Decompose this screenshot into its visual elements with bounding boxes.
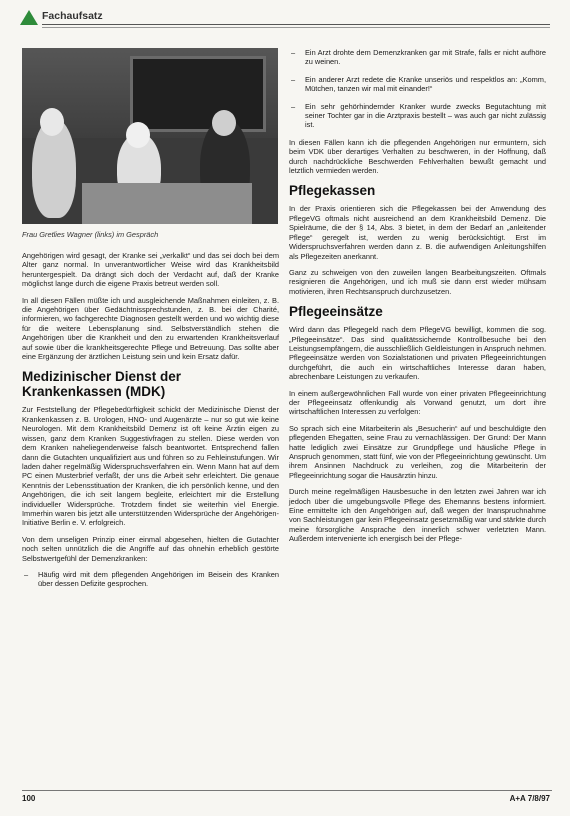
paragraph: In einem außergewöhnlichen Fall wurde von einer privaten Pflegeeinrichtung der Pflegeeinsatz offenkundig als Vorwand genutzt, um dort ihre wirtschaftlichen Interessen zu verfolgen:: [289, 388, 546, 417]
paragraph: Wird dann das Pflegegeld nach dem PflegeVG bewilligt, kommen die sog. „Pflegeeinsätze“. Das sind qualitätssichernde Kontrollbesuche bei den Leistungsempfängern, die ausschließlich Geldleistungen in Anspruch nehmen. Pflegeeinsätze werden von Sozialstationen und privaten Pflegeeinrichtungen durchgeführt, die auch ein wirtschaftliches Interesse daran haben, abrechenbare Leistungen zu verkaufen.: [289, 325, 546, 382]
page-number: 100: [22, 794, 36, 803]
header-rule: [42, 24, 550, 25]
paragraph: Angehörigen wird gesagt, der Kranke sei „verkalkt“ und das sei doch bei dem Alter ganz normal. In unverantwortlicher Weise wird das Krankheitsbild heruntergespielt. Da drängt sich doch der Verdacht auf, daß der Kranke möglichst lange durch die eigene Praxis betreut werden soll.: [22, 251, 279, 289]
magazine-issue: A+A 7/8/97: [509, 794, 550, 803]
section-title: Fachaufsatz: [42, 10, 103, 22]
paragraph: Ganz zu schweigen von den zuweilen langen Bearbeitungszeiten. Oftmals resignieren die Angehörigen, und ich muß sie dann erst wieder mühsam motivieren, ihren Rechtsanspruch durchzusetzen.: [289, 267, 546, 296]
page-header: [20, 8, 550, 32]
paragraph: In all diesen Fällen müßte ich und ausgleichende Maßnahmen einleiten, z. B. die Angehörigen über Gedächtnissprechstunden, z. B. bei der Charité, informieren, wo fachgerechte Diagnosen gestellt werden und wo wichtig diese für die weitere Lebensplanung sind. Selbstverständlich stehen die Angehörigen über die Krankheit und den zu erwartenden Krankheitsverlauf auf sowie über die krankheitsgerechte Pflege und Betreuung. Das sollte aber eine Ergänzung der ärztlichen Leistung sein und kein Ersatz dafür.: [22, 295, 279, 362]
paragraph: In der Praxis orientieren sich die Pflegekassen bei der Anwendung des PflegeVG oftmals nicht ausreichend an dem Krankheitsbild Demenz. Die Spielräume, die der § 14, Abs. 3 bietet, in dem der Bedarf an „anleitender Pflege“ geregelt ist, werden zu wenig berücksichtigt. Erst im Widerspruchsverfahren werden dann z. B. die aufwendigen Anleitungshilfen als Pflegezeiten anerkannt.: [289, 204, 546, 261]
triangle-logo-icon: [20, 10, 38, 25]
heading-pflegekassen: Pflegekassen: [289, 183, 376, 199]
paragraph: In diesen Fällen kann ich die pflegenden Angehörigen nur ermuntern, sich beim VDK über derartiges Verhalten zu beschweren, in der Hoffnung, daß durch nachdrückliche Beschwerden Fehlverhalten bewußt gemacht und letztlich vermieden werden.: [289, 137, 546, 176]
header-rule-secondary: [42, 27, 550, 28]
list-item: – Ein Arzt drohte dem Demenzkranken gar mit Strafe, falls er nicht aufhöre zu weinen.: [289, 48, 546, 67]
paragraph: So sprach sich eine Mitarbeiterin als „Besucherin“ auf und beschuldigte den pflegenden Ehegatten, seine Frau zu vernachlässigen. Der Grund: Der Mann hatte lediglich zwei Einsätze zur Grundpflege und häusliche Pflege in Anspruch genommen, statt fünf, wie von der Pflegeeinrichtung gewünscht. Um ihrem Ansinnen Nachdruck zu verleihen, zog die Mitarbeiterin der Pflegeeinrichtung sogar die Hausärztin hinzu.: [289, 423, 546, 480]
list-item: – Ein anderer Arzt redete die Kranke unseriös und respektlos an: „Komm, Mütchen, tanzen wir mal mit einander!“: [289, 75, 546, 94]
list-item: – Ein sehr gehörhindernder Kranker wurde zwecks Begutachtung mit seiner Tochter gar in die Arztpraxis bestellt – was auch gar nicht zulässig ist.: [289, 102, 546, 130]
list-item: – Häufig wird mit dem pflegenden Angehörigen im Beisein des Kranken über dessen Defizite gesprochen.: [22, 570, 279, 589]
heading-pflegeeinsaetze: Pflegeeinsätze: [289, 304, 383, 320]
photo-caption: Frau Gretlies Wagner (links) im Gespräch: [22, 230, 159, 239]
heading-mdk: Medizinischer Dienst der Krankenkassen (MDK): [22, 369, 182, 400]
left-column: [22, 48, 279, 597]
table: [82, 183, 252, 224]
bullet-list: [289, 48, 546, 130]
right-column: [289, 48, 546, 551]
footer-rule: [22, 790, 552, 791]
paragraph: Durch meine regelmäßigen Hausbesuche in den letzten zwei Jahren war ich jedoch über die umgebungsvolle Pflege des Ehemanns bestens informiert. Eine ermittelte ich den Angehörigen auf, daß wegen der Inanspruchnahme von Sachleistungen gar kein Pflegeeinsatz gesetzmäßig war und stärkte durch meine fürsorgliche Ansprache den innerlich schwer verletzten Mann. Außerdem intervenierte ich energisch bei der Pflege-: [289, 487, 546, 544]
photo-conversation: [22, 48, 278, 224]
paragraph: Von dem unseligen Prinzip einer einmal abgesehen, hielten die Gutachter noch selten unnützlich die die Angriffe auf das ohnehin erheblich gestörte Selbstwertgefühl der Demenzkranken:: [22, 534, 279, 563]
bullet-list: [22, 570, 279, 589]
paragraph: Zur Feststellung der Pflegebedürftigkeit schickt der Medizinische Dienst der Krankenkassen z. B. Urologen, HNO- und Augenärzte – nur so gut wie keine Neurologen. Mit dem Krankheitsbild Demenz ist oft keine Ärztin eigen zu wissen, ganz dem Kranken Suggestivfragen zu stellen. Diese werden von dem Kranken naheliegenderweise falsch beantwortet. Entsprechend fallen dann die Gutachten unqualifiziert aus und führen so zu Fehleinstufungen. Wir laden daher regelmäßig Widerspruchsverfahren ein. Wenn Mann hat auf dem PC einen Musterbrief verfaßt, der uns die Arbeit sehr erleichtert. Die genaue Kenntnis der Lebensstituation der Kranken, die ich persönlich kenne, und den Angehörigen, die ich seit langem begleite, erleichtert mir die Erstellung individueller Widersprüche. Trotzdem findet sie weiterhin viel Energie. Immerhin waren bis jetzt alle unterstützenden Widersprüche der Angehörigen-Initiative Berlin e. V. erfolgreich.: [22, 405, 279, 528]
wall-painting: [130, 56, 266, 132]
